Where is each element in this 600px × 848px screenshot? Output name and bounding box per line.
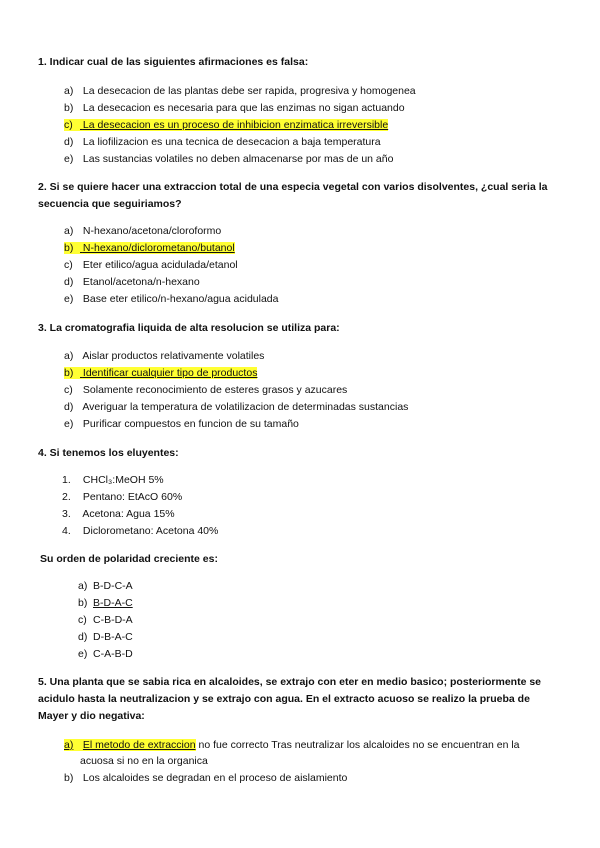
option-label: b) <box>64 242 74 254</box>
question-4-title: 4. Si tenemos los eluyentes: <box>38 447 179 459</box>
eluent-label: 1. <box>62 474 71 486</box>
eluent-label: 2. <box>62 491 71 503</box>
option-text: Identificar cualquier tipo de productos <box>82 367 258 379</box>
question-5-title-line2: acidulo hasta la neutralizacion y se extrajo con agua. En el extracto acuoso se realizo la prueba de <box>38 693 530 705</box>
question-2-title-line1: 2. Si se quiere hacer una extraccion total de una especia vegetal con varios disolventes, ¿cual seria la <box>38 181 548 193</box>
question-3-title: 3. La cromatografia liquida de alta resolucion se utiliza para: <box>38 322 340 334</box>
option-text: C-A-B-D <box>93 648 133 660</box>
q2-option-e <box>64 292 564 306</box>
q3-option-d <box>64 400 564 414</box>
option-text: B-D-A-C <box>93 597 133 609</box>
q5-option-a-continuation: acuosa si no en la organica <box>80 755 208 767</box>
option-label: e) <box>64 153 74 165</box>
eluent-text: Pentano: EtAcO 60% <box>82 491 183 503</box>
eluent-text: Diclorometano: Acetona 40% <box>82 525 219 537</box>
q1-option-b <box>64 101 564 115</box>
option-text: Purificar compuestos en funcion de su tamaño <box>82 418 299 430</box>
q2-option-b-answer <box>64 241 564 255</box>
option-label: b) <box>78 597 88 609</box>
option-text: C-B-D-A <box>93 614 133 626</box>
option-highlight-text: El metodo de extraccion <box>82 739 196 751</box>
q4-option-e <box>78 647 378 661</box>
q1-option-d <box>64 135 564 149</box>
option-label: d) <box>78 631 88 643</box>
question-1-title: 1. Indicar cual de las siguientes afirmaciones es falsa: <box>38 56 309 68</box>
option-label: a) <box>64 85 74 97</box>
option-text: Aislar productos relativamente volatiles <box>82 350 265 362</box>
q4-option-a <box>78 579 378 593</box>
option-text: N-hexano/diclorometano/butanol <box>82 242 235 254</box>
option-text: La desecacion de las plantas debe ser rapida, progresiva y homogenea <box>82 85 416 97</box>
option-label: b) <box>64 102 74 114</box>
option-text: N-hexano/acetona/cloroformo <box>82 225 222 237</box>
option-label: e) <box>64 418 74 430</box>
q4-option-d <box>78 630 378 644</box>
question-4-subtitle: Su orden de polaridad creciente es: <box>40 553 218 565</box>
option-text: La desecacion es un proceso de inhibicion enzimatica irreversible <box>82 119 389 131</box>
q3-option-a <box>64 349 564 363</box>
question-5-title-line3: Mayer y dio negativa: <box>38 710 145 722</box>
q2-option-d <box>64 275 564 289</box>
option-text: B-D-C-A <box>93 580 133 592</box>
q3-option-c <box>64 383 564 397</box>
q4-eluent-4 <box>62 524 362 538</box>
option-label: a) <box>78 580 88 592</box>
question-5-title-line1: 5. Una planta que se sabia rica en alcaloides, se extrajo con eter en medio basico; posteriormente se <box>38 676 542 688</box>
option-label: a) <box>64 350 74 362</box>
eluent-text: Acetona: Agua 15% <box>82 508 175 520</box>
option-label: b) <box>64 772 74 784</box>
q1-option-c-answer <box>64 118 564 132</box>
option-label: c) <box>64 259 73 271</box>
option-text: Eter etilico/agua acidulada/etanol <box>82 259 238 271</box>
option-text: Solamente reconocimiento de esteres grasos y azucares <box>82 384 348 396</box>
q1-option-e <box>64 152 564 166</box>
option-text: Las sustancias volatiles no deben almacenarse por mas de un año <box>82 153 394 165</box>
option-text: Averiguar la temperatura de volatilizacion de determinadas sustancias <box>82 401 409 413</box>
q2-option-c <box>64 258 564 272</box>
option-text: no fue correcto Tras neutralizar los alcaloides no se encuentran en la <box>195 739 520 751</box>
q4-option-b-answer <box>78 596 378 610</box>
q4-eluent-2 <box>62 490 362 504</box>
option-label: d) <box>64 401 74 413</box>
option-label: e) <box>64 293 74 305</box>
eluent-label: 4. <box>62 525 71 537</box>
option-label: d) <box>64 276 74 288</box>
option-text: La liofilizacion es una tecnica de desecacion a baja temperatura <box>82 136 381 148</box>
q5-option-a-answer <box>64 738 564 752</box>
question-2-title-line2: secuencia que seguiriamos? <box>38 198 182 210</box>
option-text: D-B-A-C <box>93 631 133 643</box>
option-text: La desecacion es necesaria para que las enzimas no sigan actuando <box>82 102 405 114</box>
q4-eluent-3 <box>62 507 362 521</box>
q3-option-e <box>64 417 564 431</box>
option-label: c) <box>64 384 73 396</box>
option-label: a) <box>64 739 74 751</box>
eluent-text: CHCl₃:MeOH 5% <box>82 474 164 486</box>
option-label: d) <box>64 136 74 148</box>
q1-option-a <box>64 84 564 98</box>
option-text: Etanol/acetona/n-hexano <box>82 276 200 288</box>
q3-option-b-answer <box>64 366 564 380</box>
option-label: c) <box>78 614 87 626</box>
q4-option-c <box>78 613 378 627</box>
q2-option-a <box>64 224 564 238</box>
option-text: Los alcaloides se degradan en el proceso de aislamiento <box>82 772 348 784</box>
option-label: a) <box>64 225 74 237</box>
option-label: b) <box>64 367 74 379</box>
option-label: e) <box>78 648 88 660</box>
q4-eluent-1 <box>62 473 362 487</box>
q5-option-b <box>64 771 564 785</box>
option-text: Base eter etilico/n-hexano/agua acidulada <box>82 293 279 305</box>
eluent-label: 3. <box>62 508 71 520</box>
option-label: c) <box>64 119 73 131</box>
